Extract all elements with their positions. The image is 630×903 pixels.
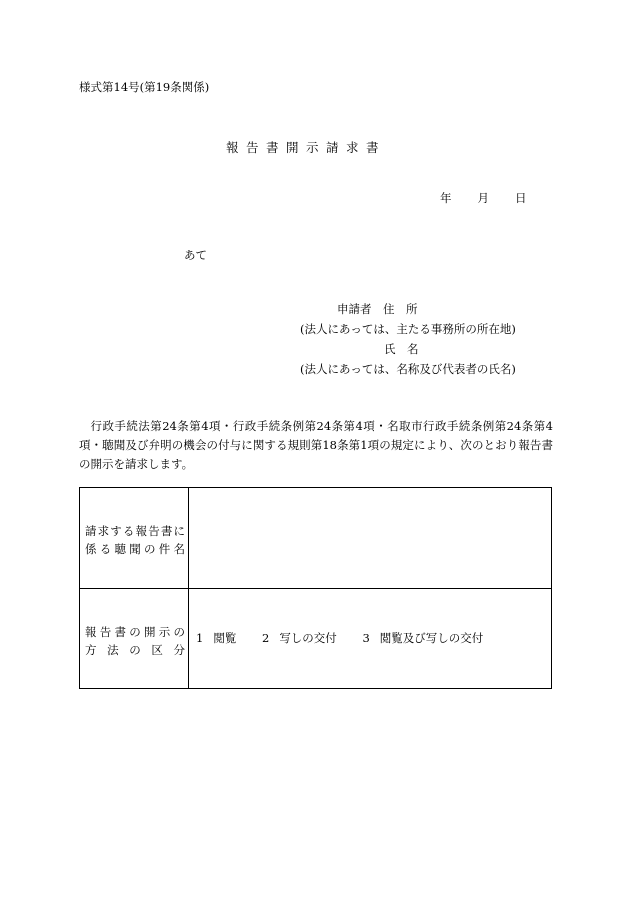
method-value-cell	[190, 589, 551, 688]
method-option-view-and-copy[interactable]	[362, 633, 483, 645]
option-label: 写しの交付	[279, 631, 337, 645]
subject-label-line-1: 請求する報告書に	[85, 524, 185, 538]
option-label: 閲覧	[213, 631, 237, 645]
request-statement: 行政手続法第24条第4項・行政手続条例第24条第4項・名取市行政手続条例第24条第4項・聴聞及び弁明の機会の付与に関する規則第18条第1項の規定により、次のとおり報告書の開示を請求します。	[79, 419, 553, 471]
method-option-copy[interactable]	[262, 633, 337, 645]
option-number: 1	[196, 631, 204, 645]
date-month-label: 月	[477, 191, 489, 205]
method-options	[196, 633, 505, 645]
date-day-label: 日	[515, 191, 527, 205]
document-title: 報告書開示請求書	[226, 140, 387, 155]
applicant-address-label: 申請者 住 所	[337, 302, 418, 316]
subject-label-cell	[80, 488, 189, 588]
option-number: 2	[261, 631, 270, 645]
method-label-line-1: 報告書の開示の	[85, 625, 185, 639]
subject-label-line-2: 係る聴聞の件名	[85, 542, 185, 556]
date-line	[440, 193, 527, 205]
subject-value-field[interactable]	[190, 488, 551, 588]
request-table	[79, 487, 552, 689]
method-row	[80, 589, 551, 688]
option-label: 閲覧及び写しの交付	[379, 631, 484, 645]
applicant-name-note: (法人にあっては、名称及び代表者の氏名)	[300, 362, 516, 376]
method-label-line-2: 方法の区分	[85, 643, 185, 657]
method-label-cell	[80, 589, 189, 688]
date-year-label: 年	[440, 191, 452, 205]
addressee-suffix: あて	[184, 248, 207, 262]
applicant-name-label: 氏 名	[384, 342, 419, 356]
option-number: 3	[362, 631, 370, 645]
applicant-address-note: (法人にあっては、主たる事務所の所在地)	[300, 322, 516, 336]
form-number: 様式第14号(第19条関係)	[79, 80, 210, 94]
method-option-view[interactable]	[196, 633, 236, 645]
subject-row	[80, 488, 551, 589]
